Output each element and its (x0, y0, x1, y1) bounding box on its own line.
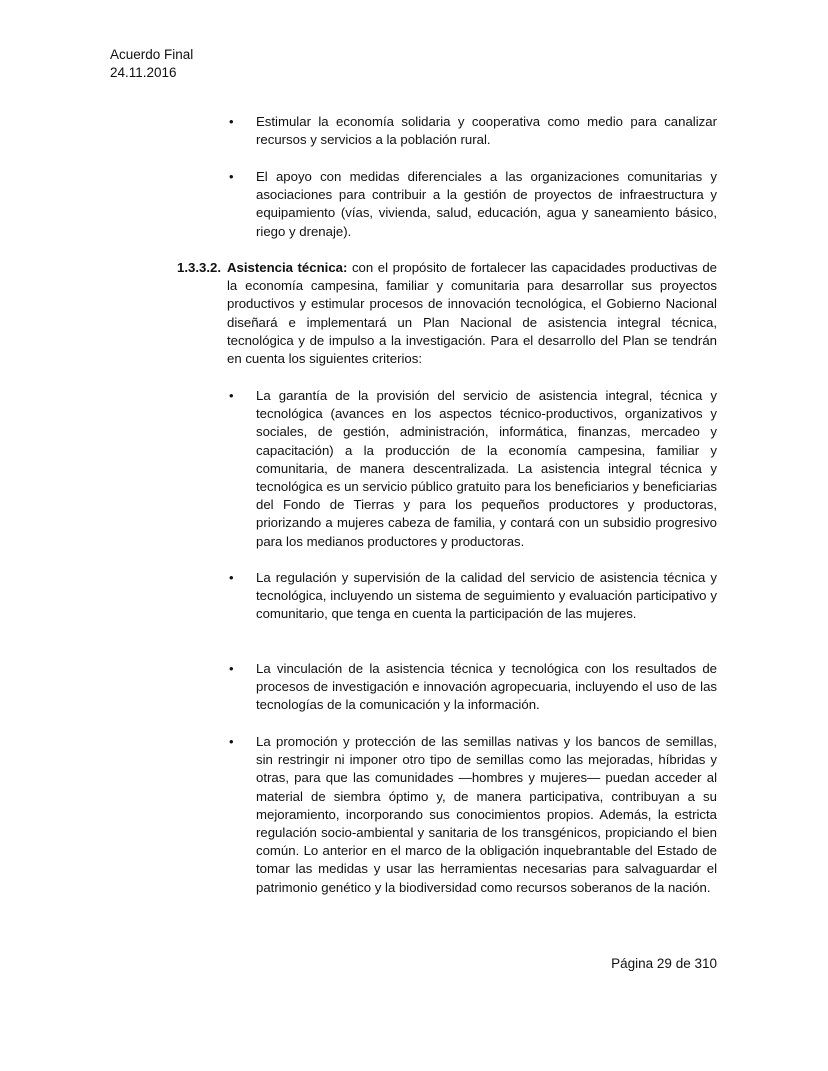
section-number: 1.3.3.2. (177, 260, 221, 275)
bullet-icon: • (229, 661, 234, 676)
document-date: 24.11.2016 (110, 65, 177, 80)
section-paragraph (227, 259, 717, 368)
section-body: con el propósito de fortalecer las capacidades productivas de la economía campesina, familiar y comunitaria para desarrollar sus proyectos productivos y estimular procesos de innovación tecnológica, el Gobierno Nacional diseñará e implementará un Plan Nacional de asistencia integral técnica, tecnológica y de impulso a la investigación. Para el desarrollo del Plan se tendrán en cuenta los siguientes criterios: (227, 260, 717, 367)
bullet-text: Estimular la economía solidaria y cooperativa como medio para canalizar recursos y servicios a la población rural. (256, 114, 717, 148)
bullet-text: La regulación y supervisión de la calidad del servicio de asistencia técnica y tecnológica, incluyendo un sistema de seguimiento y evaluación participativo y comunitario, que tenga en cuenta la participación de las mujeres. (256, 570, 717, 622)
bullet-icon: • (229, 570, 234, 585)
document-header (110, 46, 193, 82)
section-title: Asistencia técnica: (227, 260, 348, 275)
bullet-icon: • (229, 388, 234, 403)
bullet-icon: • (229, 114, 234, 129)
document-title: Acuerdo Final (110, 47, 194, 62)
bullet-text: La vinculación de la asistencia técnica y tecnológica con los resultados de procesos de investigación e innovación agropecuaria, incluyendo el uso de las tecnologías de la comunicación y la información. (256, 661, 717, 713)
bullet-text: La garantía de la provisión del servicio de asistencia integral, técnica y tecnológica (avances en los aspectos técnico-productivos, organizativos y sociales, de gestión, administración, informática, finanzas, mercadeo y capacitación) a la producción de la economía campesina, familiar y comunitaria, de manera descentralizada. La asistencia integral técnica y tecnológica es un servicio público gratuito para los beneficiarios y beneficiarias del Fondo de Tierras y para los pequeños productores y productoras, priorizando a mujeres cabeza de familia, y contará con un subsidio progresivo para los medianos productores y productoras. (256, 388, 717, 549)
bullet-icon: • (229, 734, 234, 749)
page-number: Página 29 de 310 (611, 956, 717, 971)
bullet-text: El apoyo con medidas diferenciales a las organizaciones comunitarias y asociaciones para contribuir a la gestión de proyectos de infraestructura y equipamiento (vías, vivienda, salud, educación, agua y saneamiento básico, riego y drenaje). (256, 169, 717, 239)
bullet-icon: • (229, 169, 234, 184)
bullet-text: La promoción y protección de las semillas nativas y los bancos de semillas, sin restringir ni imponer otro tipo de semillas como las mejoradas, híbridas y otras, para que las comunidades —hombres y mujeres— puedan acceder al material de siembra óptimo y, de manera participativa, contribuyan a su mejoramiento, incorporando sus conocimientos propios. Además, la estricta regulación socio-ambiental y sanitaria de los transgénicos, propiciando el bien común. Lo anterior en el marco de la obligación inquebrantable del Estado de tomar las medidas y usar las herramientas necesarias para salvaguardar el patrimonio genético y la biodiversidad como recursos soberanos de la nación. (256, 734, 717, 895)
